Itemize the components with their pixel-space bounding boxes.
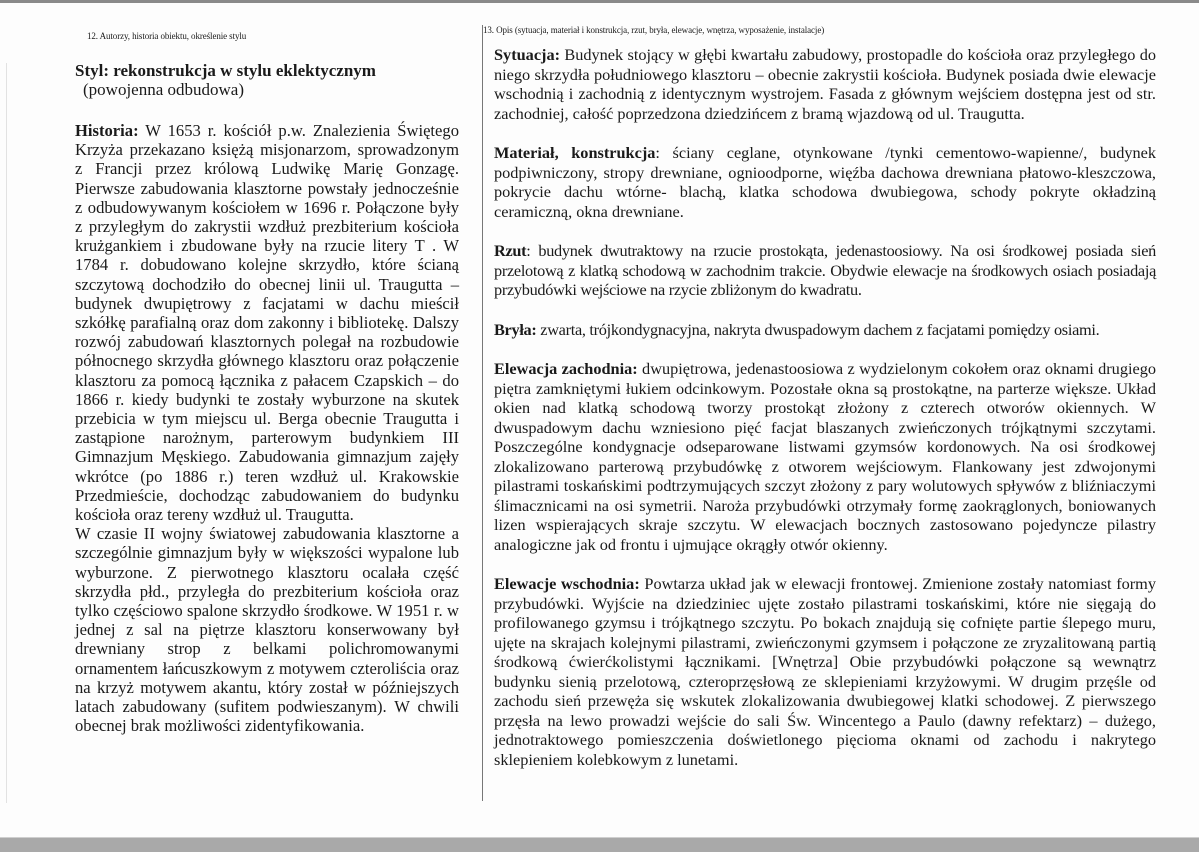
text-material: : ściany ceglane, otynkowane /tynki cementowo-wapienne/, budynek podpiwniczony, stropy drewniane, ognioodporne, więźba dachowa drewniana płatowo-kleszczowa, pokrycie dachu wtórne- blachą, klatka schodowa dwubiegowa, schody pokryte okładziną ceramiczną, okna drewniane. — [494, 143, 1157, 221]
history-paragraph-2: W czasie II wojny światowej zabudowania klasztorne a szczególnie gimnazjum były w większości wypalone lub wyburzone. Z pierwotnego klasztoru ocalała część skrzydła płd., przyległa do prezbiterium kościoła oraz tylko częściowo spalone skrzydło środkowe. W 1951 r. w jednej z sal na piętrze klasztoru konserwowany był drewniany strop z belkami polichromowanymi ornamentem łańcuszkowym z motywem czteroliścia oraz na krzyż motywem akantu, który został w późniejszych latach zabudowany (sufitem podwieszanym). W chwili obecnej brak możliwości zidentyfikowania. — [75, 524, 459, 736]
text-elewacja-zachodnia: dwupiętrowa, jedenastoosiowa z wydzielonym cokołem oraz oknami drugiego piętra zamkniętymi łukiem odcinkowym. Pozostałe okna są prostokątne, na parterze większe. Układ okien nad klatką schodową tworzy prostokąt złożony z czterech otworów okiennych. W dwuspadowym dachu wzniesiono pięć facjat blaszanych zwieńczonych trójkątnymi szczytami. Poszczególne kondygnacje odseparowane listwami gzymsów kordonowych. Na osi środkowej zlokalizowano parterową przybudówkę z otworem wejściowym. Flankowany jest zdwojonymi pilastrami toskańskimi podtrzymujących szczyt złożony z pary wolutowych spływów z bliźniaczymi ślimacznicami na osi symetrii. Naroża przybudówki otrzymały formę zaokrąglonych, boniowanych lizen wspierających skraje szczytu. W elewacjach bocznych zastosowano pojedyncze pilastry analogiczne jak od frontu i ujmujące okrągły otwór okienny. — [494, 359, 1156, 554]
section-header-12: 12. Autorzy, historia obiektu, określenie stylu — [87, 31, 247, 41]
style-subtitle: (powojenna odbudowa) — [83, 80, 244, 99]
history-paragraph — [75, 121, 459, 524]
text-rzut: : budynek dwutraktowy na rzucie prostokąta, jedenastoosiowy. Na osi środkowej posiada sień przelotową z klatką schodową w zachodnim trakcie. Obydwie elewacje na środkowych osiach posiadają przybudówki wejściowe na rzycie zbliżonym do kwadratu. — [494, 241, 1156, 299]
paragraph-elewacja-zachodnia — [494, 359, 1156, 554]
text-bryla: zwarta, trójkondygnacyjna, nakryta dwuspadowym dachem z facjatami pomiędzy osiami. — [536, 319, 1100, 339]
paragraph-elewacje-wschodnia — [494, 574, 1156, 769]
label-elewacje-wschodnia: Elewacje wschodnia: — [494, 574, 640, 593]
text-elewacje-wschodnia: Powtarza układ jak w elewacji frontowej. Zmienione zostały natomiast formy przybudówki. Wyjście na dziedziniec ujęte zostało pilastrami toskańskimi, które nie sięgają do profilowanego gzymsu i trójkątnego szczytu. Po bokach znajdują się cofnięte partie ślepego muru, ujęte na skrajach kolejnymi pilastrami, zwieńczonymi gzymsem i połączone ze zryzalitowaną partią środkową ćwierćkolistymi łącznikami. [Wnętrza] Obie przybudówki połączone są wewnątrz budynku sienią przelotową, czteroprzęsłową ze sklepieniami krzyżowymi. W drugim przęśle od zachodu sień przewęża się wskutek zlokalizowania dwubiegowej klatki schodowej. Z pierwszego przęsła na lewo prowadzi wejście do sali Św. Wincentego a Paulo (dawny refektarz) – dużego, jednotraktowego pomieszczenia doświetlonego pięcioma oknami od zachodu i nakrytego sklepieniem kolebkowym z lunetami. — [494, 574, 1156, 769]
history-label: Historia: — [75, 121, 139, 140]
label-rzut: Rzut — [494, 241, 527, 260]
style-title: Styl: rekonstrukcja w stylu eklektycznym — [75, 61, 376, 80]
text-sytuacja: Budynek stojący w głębi kwartału zabudowy, prostopadle do kościoła oraz przyległego do niego skrzydła południowego klasztoru – obecnie zakrystii kościoła. Budynek posiada dwie elewacje wschodnią i zachodnią z identycznym wystrojem. Fasada z głównym wejściem dostępna jest od str. zachodniej, całość poprzedzona dziedzińcem z bramą wjazdową od ul. Traugutta. — [494, 45, 1156, 123]
scan-artifact-line — [6, 63, 7, 803]
paragraph-bryla — [494, 320, 1156, 340]
history-text: W 1653 r. kościół p.w. Znalezienia Świętego Krzyża przekazano księżą misjonarzom, sprowadzonym z Francji przez królową Ludwikę Marię Gonzagę. Pierwsze zabudowania klasztorne powstały jednocześnie z odbudowywanym kościołem w 1696 r. Połączone były z przyległym do zakrystii wzdłuż prezbiterium kościoła krużgankiem i zbudowane były na rzucie litery T . W 1784 r. dobudowano kolejne skrzydło, które ścianą szczytową dochodziło do obecnej linii ul. Traugutta – budynek dwupiętrowy z facjatami w dachu mieścił szkółkę parafialną oraz dom zakonny i bibliotekę. Dalszy rozwój zabudowań klasztornych polegał na rozbudowie północnego skrzydła głównego klasztoru oraz połączenie klasztoru za pomocą łącznika z pałacem Czapskich – do 1866 r. kiedy budynki te zostały wyburzone na skutek przebicia w tym miejscu ul. Berga obecnie Traugutta i zastąpione narożnym, parterowym budynkiem III Gimnazjum Męskiego. Zabudowania gimnazjum zajęły wkrótce (po 1886 r.) teren wzdłuż ul. Krakowskie Przedmieście, dochodząc zabudowaniem do budynku kościoła oraz tereny wzdłuż ul. Traugutta. — [75, 121, 459, 525]
paragraph-rzut — [494, 241, 1156, 300]
right-column — [483, 25, 1157, 789]
scan-edge-bottom — [0, 837, 1199, 852]
document-page — [0, 3, 1199, 837]
label-bryla: Bryła: — [494, 319, 537, 339]
paragraph-sytuacja — [494, 45, 1156, 123]
left-column — [75, 31, 459, 736]
paragraph-material — [494, 143, 1156, 221]
label-material: Materiał, konstrukcja — [494, 143, 656, 162]
label-elewacja-zachodnia: Elewacja zachodnia: — [494, 359, 638, 378]
section-header-13: 13. Opis (sytuacja, materiał i konstrukcja, rzut, bryła, elewacje, wnętrza, wyposażenie, instalacje) — [483, 25, 825, 35]
label-sytuacja: Sytuacja: — [494, 45, 561, 64]
column-divider — [482, 25, 483, 801]
